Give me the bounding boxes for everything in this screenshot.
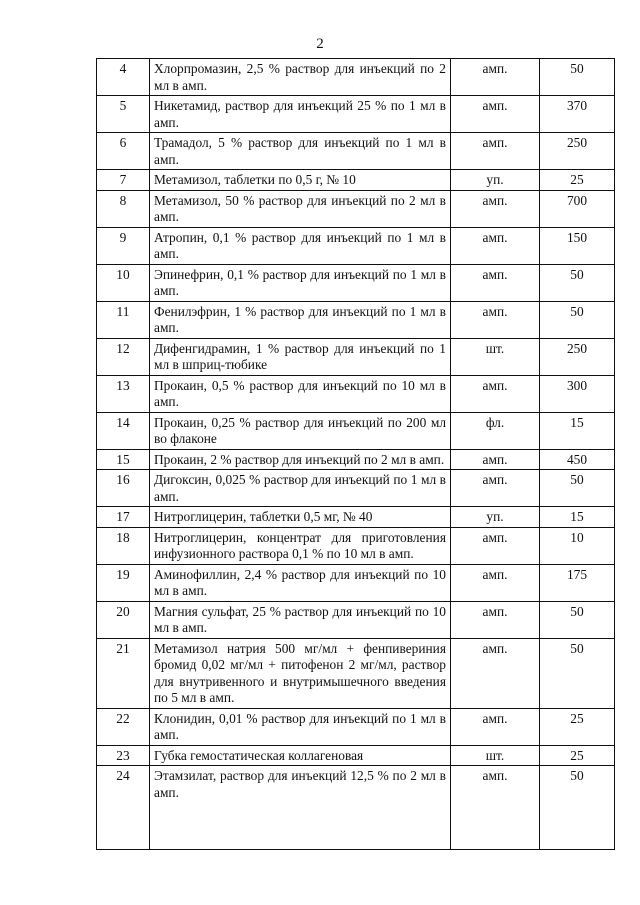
quantity-cell: 150	[540, 227, 615, 264]
row-number-cell: 19	[97, 564, 150, 601]
unit-cell: шт.	[451, 338, 540, 375]
quantity-cell: 50	[540, 264, 615, 301]
quantity-cell: 370	[540, 96, 615, 133]
row-number-cell: 8	[97, 190, 150, 227]
table-row	[97, 412, 615, 449]
quantity-cell: 25	[540, 708, 615, 745]
unit-cell: амп.	[451, 527, 540, 564]
quantity-cell: 50	[540, 601, 615, 638]
drug-name-cell: Нитроглицерин, концентрат для приготовления инфузионного раствора 0,1 % по 10 мл в амп.	[150, 527, 451, 564]
row-number-cell: 13	[97, 375, 150, 412]
quantity-cell: 300	[540, 375, 615, 412]
quantity-cell: 15	[540, 507, 615, 528]
unit-cell: амп.	[451, 264, 540, 301]
table-row	[97, 170, 615, 191]
unit-cell: амп.	[451, 449, 540, 470]
row-number-cell: 11	[97, 301, 150, 338]
row-number-cell: 23	[97, 745, 150, 766]
unit-cell: амп.	[451, 375, 540, 412]
table-row	[97, 745, 615, 766]
quantity-cell: 250	[540, 338, 615, 375]
drug-name-cell: Этамзилат, раствор для инъекций 12,5 % по 2 мл в амп.	[150, 766, 451, 850]
table-row	[97, 59, 615, 96]
table-row	[97, 638, 615, 708]
row-number-cell: 21	[97, 638, 150, 708]
row-number-cell: 22	[97, 708, 150, 745]
table-row	[97, 470, 615, 507]
table-row	[97, 601, 615, 638]
drug-name-cell: Никетамид, раствор для инъекций 25 % по 1 мл в амп.	[150, 96, 451, 133]
table-row	[97, 708, 615, 745]
table-row	[97, 301, 615, 338]
medication-table	[96, 58, 615, 850]
quantity-cell: 25	[540, 745, 615, 766]
table-row	[97, 264, 615, 301]
unit-cell: амп.	[451, 301, 540, 338]
table-row	[97, 564, 615, 601]
quantity-cell: 10	[540, 527, 615, 564]
unit-cell: амп.	[451, 564, 540, 601]
drug-name-cell: Эпинефрин, 0,1 % раствор для инъекций по 1 мл в амп.	[150, 264, 451, 301]
drug-name-cell: Прокаин, 0,5 % раствор для инъекций по 10 мл в амп.	[150, 375, 451, 412]
quantity-cell: 450	[540, 449, 615, 470]
drug-name-cell: Дифенгидрамин, 1 % раствор для инъекций по 1 мл в шприц-тюбике	[150, 338, 451, 375]
table-row	[97, 190, 615, 227]
quantity-cell: 50	[540, 638, 615, 708]
table-row	[97, 338, 615, 375]
unit-cell: шт.	[451, 745, 540, 766]
row-number-cell: 17	[97, 507, 150, 528]
drug-name-cell: Метамизол натрия 500 мг/мл + фенпивериния бромид 0,02 мг/мл + питофенон 2 мг/мл, раствор для внутривенного и внутримышечного введения по 5 мл в амп.	[150, 638, 451, 708]
row-number-cell: 6	[97, 133, 150, 170]
table-row	[97, 507, 615, 528]
unit-cell: амп.	[451, 133, 540, 170]
drug-name-cell: Клонидин, 0,01 % раствор для инъекций по 1 мл в амп.	[150, 708, 451, 745]
unit-cell: уп.	[451, 507, 540, 528]
row-number-cell: 24	[97, 766, 150, 850]
unit-cell: амп.	[451, 470, 540, 507]
unit-cell: амп.	[451, 227, 540, 264]
drug-name-cell: Прокаин, 2 % раствор для инъекций по 2 мл в амп.	[150, 449, 451, 470]
table-row	[97, 96, 615, 133]
unit-cell: амп.	[451, 190, 540, 227]
quantity-cell: 50	[540, 766, 615, 850]
unit-cell: амп.	[451, 59, 540, 96]
row-number-cell: 20	[97, 601, 150, 638]
page-number: 2	[316, 36, 324, 52]
table-row	[97, 375, 615, 412]
quantity-cell: 175	[540, 564, 615, 601]
drug-name-cell: Аминофиллин, 2,4 % раствор для инъекций по 10 мл в амп.	[150, 564, 451, 601]
quantity-cell: 250	[540, 133, 615, 170]
unit-cell: амп.	[451, 96, 540, 133]
row-number-cell: 18	[97, 527, 150, 564]
quantity-cell: 700	[540, 190, 615, 227]
unit-cell: амп.	[451, 601, 540, 638]
quantity-cell: 25	[540, 170, 615, 191]
table-row	[97, 227, 615, 264]
table-row	[97, 527, 615, 564]
drug-name-cell: Метамизол, 50 % раствор для инъекций по 2 мл в амп.	[150, 190, 451, 227]
row-number-cell: 9	[97, 227, 150, 264]
unit-cell: амп.	[451, 708, 540, 745]
quantity-cell: 50	[540, 301, 615, 338]
drug-name-cell: Прокаин, 0,25 % раствор для инъекций по 200 мл во флаконе	[150, 412, 451, 449]
row-number-cell: 7	[97, 170, 150, 191]
drug-name-cell: Атропин, 0,1 % раствор для инъекций по 1 мл в амп.	[150, 227, 451, 264]
drug-name-cell: Метамизол, таблетки по 0,5 г, № 10	[150, 170, 451, 191]
quantity-cell: 15	[540, 412, 615, 449]
drug-name-cell: Магния сульфат, 25 % раствор для инъекций по 10 мл в амп.	[150, 601, 451, 638]
row-number-cell: 14	[97, 412, 150, 449]
quantity-cell: 50	[540, 59, 615, 96]
drug-name-cell: Губка гемостатическая коллагеновая	[150, 745, 451, 766]
drug-name-cell: Дигоксин, 0,025 % раствор для инъекций по 1 мл в амп.	[150, 470, 451, 507]
row-number-cell: 12	[97, 338, 150, 375]
row-number-cell: 10	[97, 264, 150, 301]
unit-cell: уп.	[451, 170, 540, 191]
table-row	[97, 133, 615, 170]
table-row	[97, 449, 615, 470]
quantity-cell: 50	[540, 470, 615, 507]
drug-name-cell: Трамадол, 5 % раствор для инъекций по 1 мл в амп.	[150, 133, 451, 170]
drug-name-cell: Фенилэфрин, 1 % раствор для инъекций по 1 мл в амп.	[150, 301, 451, 338]
unit-cell: амп.	[451, 766, 540, 850]
drug-name-cell: Нитроглицерин, таблетки 0,5 мг, № 40	[150, 507, 451, 528]
drug-name-cell: Хлорпромазин, 2,5 % раствор для инъекций по 2 мл в амп.	[150, 59, 451, 96]
row-number-cell: 5	[97, 96, 150, 133]
unit-cell: фл.	[451, 412, 540, 449]
unit-cell: амп.	[451, 638, 540, 708]
row-number-cell: 15	[97, 449, 150, 470]
row-number-cell: 4	[97, 59, 150, 96]
row-number-cell: 16	[97, 470, 150, 507]
table-row	[97, 766, 615, 850]
